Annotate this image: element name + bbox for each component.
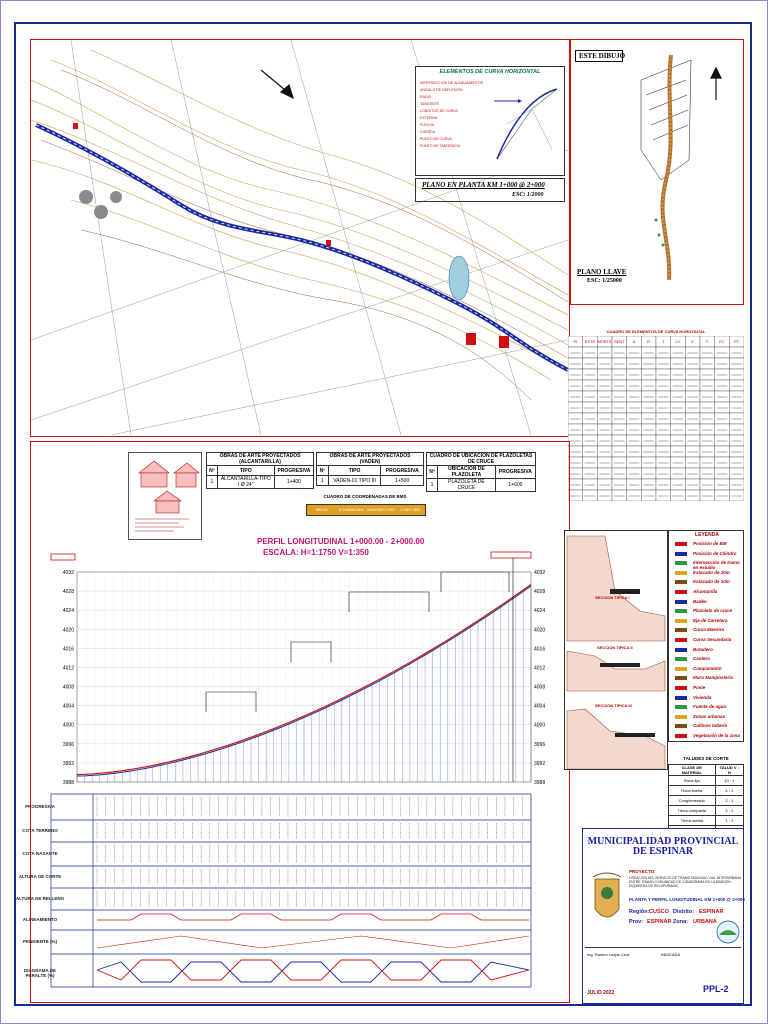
legend-item: Eje de Carretera	[693, 617, 728, 623]
key-map-scale: ESC: 1/25000	[587, 278, 622, 284]
legend-item: Curva Maestra	[693, 627, 725, 633]
profile-chart	[31, 442, 568, 1002]
bms-cell: N:8390670.203	[366, 505, 396, 515]
key-map-label-box	[575, 50, 626, 62]
project-text: CREACION DEL SERVICIO DE TRANSITABILIDAD VIAL INTERURBANA ENTRE TRAMO COMUNIDAD DE CONDORAMA EN LA MARGEN IZQUIERDA DE RIO APURIMAC	[629, 876, 741, 888]
curve-element-item: EXTERNA	[420, 116, 437, 120]
superelevation-line-a	[97, 962, 529, 982]
curve-element-item: PUNTO DE CURVA	[420, 137, 452, 141]
legend-symbol-icon	[675, 734, 687, 738]
scale-value: INDICADA	[661, 952, 681, 957]
legend-symbol-icon	[675, 667, 687, 671]
sheet-title: PLANTA Y PERFIL LONGITUDINAL KM 1+000 @ 2+000	[629, 897, 745, 902]
curve-table-header: NORTE	[597, 339, 612, 344]
vertical-curve-bracket	[349, 592, 429, 612]
curve-element-item: INTERSECCION DE ALINEAMIENTOS	[420, 81, 484, 85]
date-value: JULIO 2022	[587, 990, 615, 996]
profile-scale: ESCALA: H=1:1750 V=1:350	[263, 548, 369, 557]
alcantarilla-title: OBRAS DE ARTE PROYECTADOS (ALCANTARILLA)	[207, 453, 314, 466]
plazoletas-title: CUADRO DE UBICACION DE PLAZOLETAS DE CRUCE	[427, 453, 536, 466]
legend-item: Cultivos tubería	[693, 723, 728, 729]
y-tick-label: 4028	[534, 589, 546, 596]
profile-row-label: PENDIENTE (%)	[22, 939, 57, 944]
legend-symbol-icon	[675, 657, 687, 661]
title-grid	[585, 947, 741, 1003]
y-tick-label: 3988	[534, 780, 546, 786]
legend-symbol-icon	[675, 580, 687, 584]
y-tick-label: 4024	[534, 608, 546, 615]
alignment-line	[97, 914, 529, 920]
y-tick-label: 3996	[534, 741, 546, 748]
legend-symbol-icon	[675, 638, 687, 642]
slopes-box	[668, 756, 744, 824]
vertical-curve-bracket	[441, 572, 509, 592]
legend-symbol-icon	[675, 696, 687, 700]
legend-item: Alcantarilla	[693, 589, 718, 594]
legend-symbol-icon	[675, 590, 687, 594]
prov-label: Prov:	[629, 919, 644, 925]
col-header: Nº	[317, 466, 329, 476]
col-header: TALUD V : H	[715, 765, 743, 776]
legend-box	[668, 530, 744, 742]
municipality-name: MUNICIPALIDAD PROVINCIAL DE ESPINAR	[587, 836, 739, 857]
sheet-code: PPL-2	[703, 984, 729, 994]
y-tick-label: 4028	[62, 589, 74, 596]
bms-cell: Z:4027.832	[396, 505, 426, 515]
legend-item: Botadero	[693, 646, 713, 652]
y-tick-label: 4024	[62, 608, 74, 615]
table-cell: PLAZOLETA DE CRUCE	[438, 479, 496, 492]
legend-item: Campamento	[693, 665, 722, 671]
legend-item: Posición de BM	[693, 541, 727, 546]
table-cell: 1+500	[381, 476, 424, 486]
curve-table-header: Δ	[632, 339, 636, 344]
table-cell: ALCANTARILLA-TIPO I Ø 24"	[217, 476, 274, 489]
y-tick-label: 4004	[534, 703, 546, 710]
district-label: Distrito:	[673, 909, 695, 915]
logo-icon	[715, 919, 741, 945]
table-cell: Roca fija	[669, 776, 716, 786]
table-cell: 1	[317, 476, 329, 486]
crest-icon	[589, 869, 625, 933]
legend-symbol-icon	[675, 715, 687, 719]
col-header: PROGRESIVA	[495, 466, 535, 479]
region-value: CUSCO	[649, 909, 669, 915]
table-cell: 1	[207, 476, 218, 489]
legend-item: Muro Mampostería	[693, 675, 734, 681]
sections-box	[564, 530, 668, 770]
col-header: Nº	[207, 466, 218, 476]
plan-title: PLANO EN PLANTA KM 1+000 @ 2+000	[422, 181, 545, 189]
district-value: ESPINAR	[699, 909, 724, 915]
section-label: SECCION TIPICA I	[595, 595, 630, 600]
curve-table-header: ESTE	[584, 339, 596, 344]
legend-symbol-icon	[675, 542, 687, 546]
curve-table-header: PT	[734, 339, 740, 344]
legend-symbol-icon	[675, 600, 687, 604]
bms-title: CUADRO DE COORDENADAS DE BMS	[323, 494, 407, 499]
table-cell: 1+400	[274, 476, 313, 489]
y-tick-label: 4016	[62, 646, 74, 653]
vertical-curve-bracket	[291, 642, 331, 662]
title-block	[582, 828, 744, 1004]
legend-symbol-icon	[675, 676, 687, 680]
curve-elements-title: ELEMENTOS DE CURVA HORIZONTAL	[439, 69, 541, 75]
legend-symbol-icon	[675, 609, 687, 613]
y-tick-label: 4016	[534, 646, 546, 653]
y-tick-label: 4020	[62, 627, 74, 634]
zone-value: URBANA	[693, 919, 717, 925]
start-marker	[51, 554, 75, 560]
plan-scale: ESC: 1/2000	[512, 192, 544, 198]
profile-frame	[15, 441, 570, 1003]
vertical-curve-bracket	[206, 692, 256, 712]
profile-row-label: ALTURA DE RELLENO	[15, 896, 65, 901]
y-tick-label: 4008	[62, 684, 74, 691]
profile-row-label: ALINEAMIENTO	[22, 917, 58, 922]
legend-item: Posición de Cilindro	[693, 550, 737, 556]
legend-symbol-icon	[675, 628, 687, 632]
end-marker	[491, 552, 531, 558]
col-header: UBICACION DE PLAZOLETA	[438, 466, 496, 479]
y-tick-label: 4032	[62, 570, 74, 576]
col-header: TIPO	[328, 466, 381, 476]
curve-table-header: PI	[573, 339, 578, 344]
table-cell: 1	[427, 479, 438, 492]
curve-table-header: SENT	[613, 339, 625, 344]
profile-row-label: ALTURA DE CORTE	[18, 874, 62, 879]
legend-title: LEYENDA	[695, 532, 719, 538]
legend-symbol-icon	[675, 648, 687, 652]
y-tick-label: 4012	[534, 665, 546, 672]
legend-item: Poste	[693, 685, 706, 690]
y-tick-label: 3996	[62, 741, 74, 748]
project-label: PROYECTO:	[629, 869, 656, 874]
legend-item: Intersección de tramo en estudio	[693, 560, 740, 571]
legend-item: Cantera	[693, 656, 710, 662]
curve-element-item: LONGITUD DE CURVA	[420, 109, 458, 113]
legend-symbol-icon	[675, 619, 687, 623]
section-label: SECCION TIPICA III	[595, 703, 632, 708]
legend-symbol-icon	[675, 552, 687, 556]
bms-cell: E:244854.464	[337, 505, 367, 515]
curve-table	[568, 336, 744, 501]
legend-symbol-icon	[675, 724, 687, 728]
sections-drawing	[565, 531, 667, 769]
col-header: PROGRESIVA	[381, 466, 424, 476]
legend-symbol-icon	[675, 561, 687, 565]
key-map-label: ESTE DIBUJO	[579, 52, 626, 60]
slope-line	[97, 936, 529, 948]
legend-item: Vegetación de la zona	[693, 733, 740, 738]
y-tick-label: 4008	[534, 684, 546, 691]
table-cell: 10 : 1	[715, 776, 743, 786]
curve-table-header: E	[691, 339, 695, 344]
profile-title: PERFIL LONGITUDINAL 1+000.00 - 2+000.00	[257, 537, 425, 546]
legend-item: Estacado de 10m	[693, 579, 730, 585]
legend-item: Fuente de agua	[693, 704, 727, 710]
bms-cell: BM-03	[307, 505, 337, 515]
y-tick-label: 4000	[534, 722, 546, 729]
key-map-frame	[570, 39, 744, 305]
table-cell: VADEN-01 TIPO III	[328, 476, 381, 486]
curve-element-item: RADIO	[420, 95, 432, 99]
col-header: Nº	[427, 466, 438, 479]
curve-table-box	[568, 329, 744, 504]
y-tick-label: 3992	[534, 760, 546, 767]
y-tick-label: 4020	[534, 627, 546, 634]
key-map-title: PLANO LLAVE	[577, 268, 627, 276]
col-header: CLASE DE MATERIAL	[669, 765, 716, 776]
prov-value: ESPINAR	[647, 919, 672, 925]
designer-name: Ing. Ramiro Luque Cruz	[587, 952, 630, 957]
curve-element-item: PUNTO DE TANGENCIA	[420, 144, 461, 148]
table-cell: 2 : 1	[715, 806, 743, 816]
table-cell: 4 : 1	[715, 786, 743, 796]
curve-diagram	[492, 79, 562, 164]
curve-table-header: F	[706, 339, 709, 344]
col-header: TIPO	[217, 466, 274, 476]
curve-table-header: R	[647, 339, 651, 344]
curve-table-header: PC	[719, 339, 725, 344]
curve-elements-box	[415, 66, 565, 176]
legend-item: Vivienda	[693, 694, 712, 700]
legend-symbol-icon	[675, 705, 687, 709]
y-tick-label: 4032	[534, 570, 546, 576]
y-tick-label: 3988	[62, 780, 74, 786]
col-header: PROGRESIVA	[274, 466, 313, 476]
table-cell: Tierra suelta	[669, 816, 716, 826]
zone-label: Zona:	[673, 919, 688, 925]
legend-item: Plazoleta de cruce	[693, 608, 733, 614]
table-cell: 1+600	[495, 479, 535, 492]
table-cell: 1 : 1	[715, 816, 743, 826]
slopes-title: TALUDES DE CORTE	[683, 756, 729, 761]
table-cell: 2 : 1	[715, 796, 743, 806]
section-label: SECCION TIPICA II	[597, 645, 633, 650]
table-cell: Roca suelta	[669, 786, 716, 796]
plan-view-frame	[30, 39, 570, 437]
legend-item: Badén	[693, 598, 707, 604]
curve-element-item: ANGULO DE DEFLEXION	[420, 88, 463, 92]
legend-item: Curva Secundaria	[693, 637, 732, 642]
profile-row-label: COTA RASANTE	[22, 851, 58, 856]
curve-table-title: CUADRO DE ELEMENTOS DE CURVA HORIZONTAL	[606, 329, 706, 334]
curve-table-header: T	[662, 339, 665, 344]
table-cell: Tierra compacta	[669, 806, 716, 816]
y-tick-label: 4000	[62, 722, 74, 729]
legend-item: Estacado de 20m	[693, 569, 730, 575]
curve-table-header: LC	[675, 339, 681, 344]
profile-row-label: DIAGRAMA DE PERALTE (%)	[23, 967, 57, 978]
legend-symbol-icon	[675, 571, 687, 575]
y-tick-label: 3992	[62, 760, 74, 767]
curve-element-item: CUERDA	[420, 130, 436, 134]
legend-item: Zonas urbanas	[693, 713, 726, 719]
plan-title-block	[415, 178, 565, 202]
curve-element-item: TANGENTE	[420, 102, 440, 106]
profile-row-label: PROGRESIVA	[25, 804, 55, 809]
curve-element-item: FLECHA	[420, 123, 435, 127]
y-tick-label: 4004	[62, 703, 74, 710]
y-tick-label: 4012	[62, 665, 74, 672]
superelevation-line-b	[97, 960, 529, 980]
region-label: Región:	[629, 909, 650, 915]
legend-symbol-icon	[675, 686, 687, 690]
slopes-table	[668, 764, 744, 836]
profile-row-label: COTA TERRENO	[22, 828, 58, 833]
key-map-drawing	[571, 40, 742, 303]
vaden-title: OBRAS DE ARTE PROYECTADOS (VADEN)	[317, 453, 424, 466]
drawing-sheet	[14, 22, 752, 1006]
table-cell: Conglomerado	[669, 796, 716, 806]
